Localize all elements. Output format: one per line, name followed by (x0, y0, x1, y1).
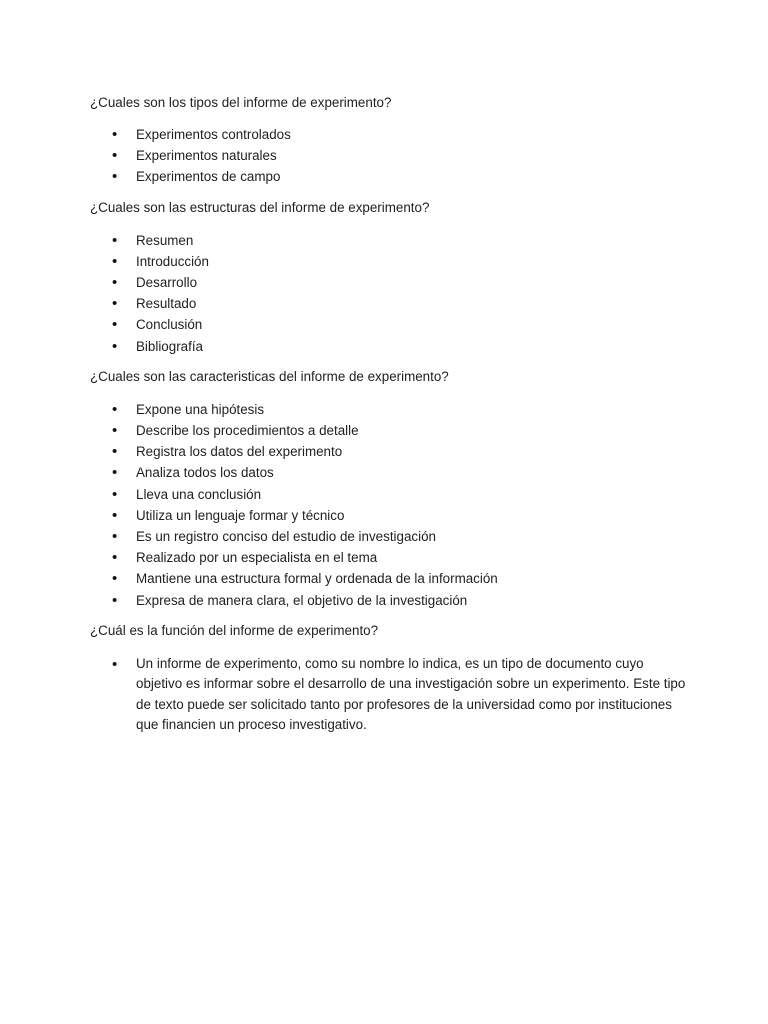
list-item-paragraph: • Un informe de experimento, como su nombre lo indica, es un tipo de documento cuyo objetivo es informar sobre el desarrollo de una investigación sobre un experimento. Este tipo de texto puede ser solicitado tanto por profesores de la universidad como por instituciones que financien un proceso investigativo. (90, 654, 691, 736)
list-item: • Expone una hipótesis (90, 399, 690, 420)
list-item: • Describe los procedimientos a detalle (90, 420, 690, 441)
question-heading-tipos: ¿Cuales son los tipos del informe de experimento? (90, 95, 392, 110)
bullet-list-funcion (90, 654, 690, 736)
question-heading-funcion: ¿Cuál es la función del informe de experimento? (90, 622, 379, 638)
bullet-list-caracteristicas (90, 399, 690, 611)
list-item: • Bibliografía (90, 336, 690, 357)
question-heading-caracteristicas: ¿Cuales son las caracteristicas del informe de experimento? (90, 368, 449, 384)
list-item: • Analiza todos los datos (90, 462, 690, 483)
list-item: • Expresa de manera clara, el objetivo de la investigación (90, 590, 690, 611)
list-item: • Es un registro conciso del estudio de investigación (90, 526, 690, 547)
question-heading-estructuras: ¿Cuales son las estructuras del informe de experimento? (90, 199, 430, 215)
bullet-list-tipos (90, 124, 690, 188)
bullet-list-estructuras (90, 230, 690, 357)
list-item: • Experimentos controlados (90, 124, 690, 145)
document-body (90, 93, 690, 736)
list-item: • Lleva una conclusión (90, 484, 690, 505)
list-item: • Experimentos naturales (90, 145, 690, 166)
list-item: • Conclusión (90, 314, 690, 335)
list-item: • Resultado (90, 293, 690, 314)
list-item: • Registra los datos del experimento (90, 441, 690, 462)
list-item: • Utiliza un lenguaje formar y técnico (90, 505, 690, 526)
list-item: • Resumen (90, 230, 690, 251)
list-item: • Mantiene una estructura formal y ordenada de la información (90, 568, 690, 589)
list-item: • Desarrollo (90, 272, 690, 293)
list-item: • Introducción (90, 251, 690, 272)
list-item: • Realizado por un especialista en el tema (90, 547, 690, 568)
list-item: • Experimentos de campo (90, 166, 690, 187)
